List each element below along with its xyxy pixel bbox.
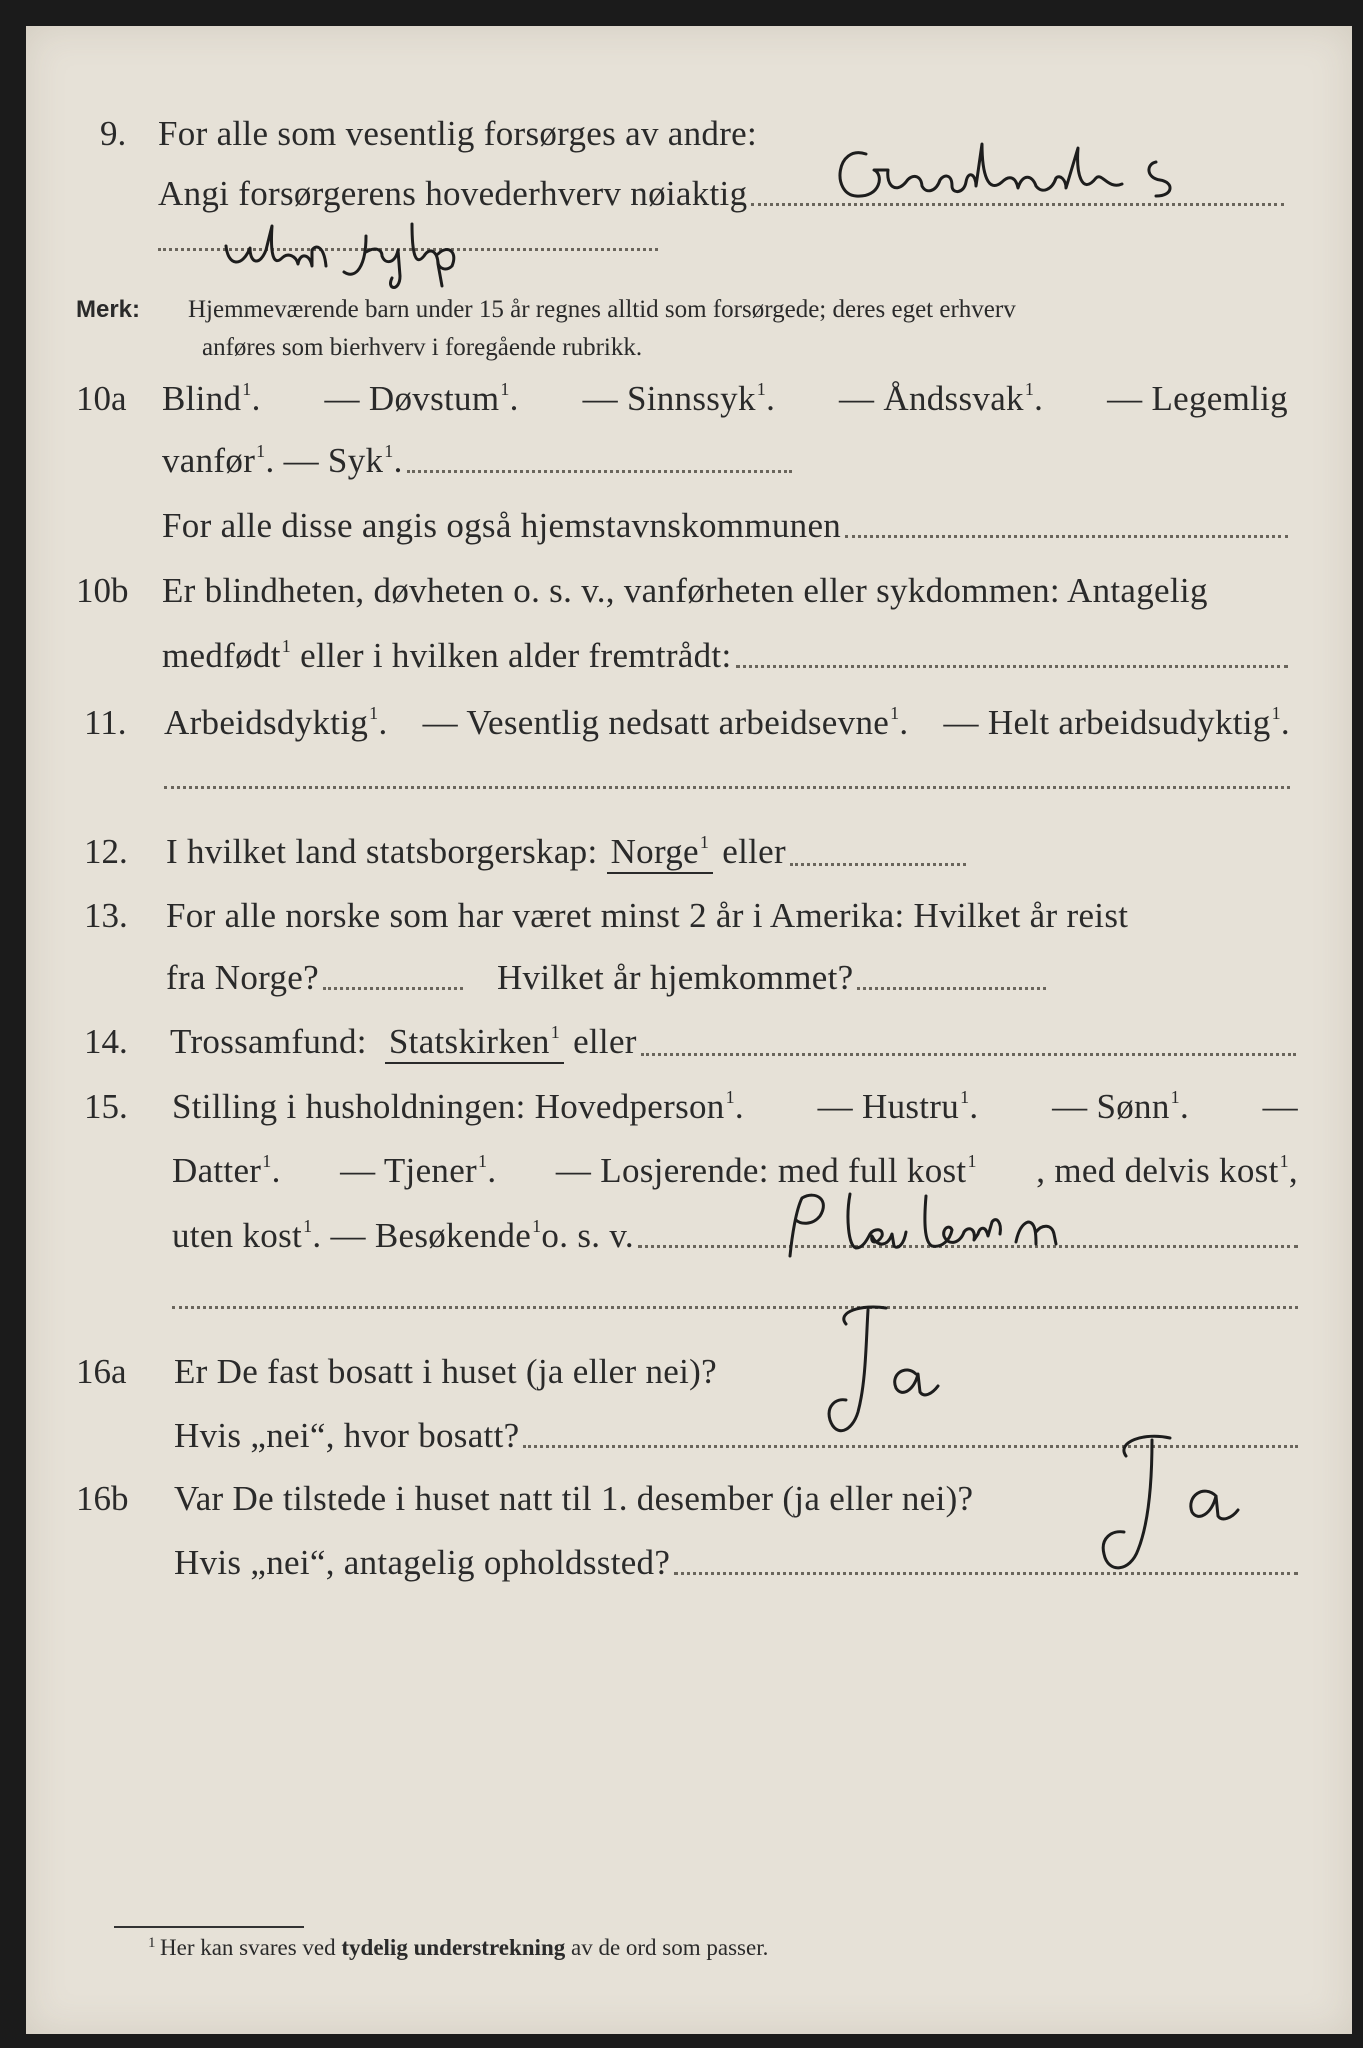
q13-line2	[166, 958, 1046, 998]
merk-line1: Hjemmeværende barn under 15 år regnes alltid som forsørgede; deres eget erhverv	[188, 296, 1016, 323]
question-number-12: 12.	[84, 832, 128, 871]
q12-line	[166, 832, 966, 874]
footnote	[148, 1935, 769, 1961]
answer-line	[674, 1572, 1298, 1575]
q13-line1: For alle norske som har været minst 2 år i Amerika: Hvilket år reist	[166, 896, 1129, 935]
q12-tail: eller	[722, 832, 786, 871]
option-dovstum: — Døvstum$^1$.	[324, 379, 519, 418]
answer-line	[857, 987, 1046, 990]
answer-line	[407, 470, 792, 473]
q11-line1	[164, 703, 1290, 743]
question-number-14: 14.	[84, 1022, 128, 1061]
q15-line2	[172, 1151, 1298, 1191]
q13-line2b: Hvilket år hjemkommet?	[496, 958, 854, 997]
q16b-line2-text: Hvis „nei“, antagelig opholdssted?	[174, 1543, 671, 1582]
q16a-line2-text: Hvis „nei“, hvor bosatt?	[174, 1416, 520, 1455]
footnote-number: 1	[148, 1935, 156, 1951]
q15-line1	[172, 1087, 1298, 1127]
q12-lead: I hvilket land statsborgerskap:	[166, 832, 598, 871]
q9-line2-text: Angi forsørgerens hovederhverv nøiaktig	[158, 174, 748, 213]
option-blind: Blind$^1$.	[162, 379, 261, 418]
answer-line	[736, 665, 1289, 668]
answer-line	[845, 535, 1288, 538]
q10a-line1	[162, 379, 1288, 419]
q10a-line2	[162, 441, 792, 481]
option-medfodt: medfødt$^1$	[162, 636, 292, 675]
option-arbeidsdyktig: Arbeidsdyktig$^1$.	[164, 703, 388, 742]
footnote-text-b: tydelig understrekning	[341, 1935, 566, 1960]
option-uten-kost: uten kost$^1$.	[172, 1216, 331, 1255]
option-delvis-kost: , med delvis kost$^1$,	[1036, 1151, 1298, 1190]
handwriting-uten-hjelp	[216, 216, 576, 296]
footnote-text-a: Her kan svares ved	[160, 1935, 342, 1960]
q15-dash: —	[1262, 1087, 1298, 1126]
option-norge-underlined: Norge$^1$	[607, 832, 714, 874]
option-udyktig: — Helt arbeidsudyktig$^1$.	[943, 703, 1290, 742]
option-vanfor: vanfør$^1$.	[162, 441, 284, 480]
option-nedsatt: — Vesentlig nedsatt arbeidsevne$^1$.	[422, 703, 909, 742]
q14-tail: eller	[573, 1022, 637, 1061]
q16b-line1: Var De tilstede i huset natt til 1. desember (ja eller nei)?	[174, 1479, 974, 1518]
handwriting-pleiebarn	[766, 1186, 1146, 1266]
question-number-11: 11.	[84, 703, 127, 742]
question-number-9: 9.	[100, 114, 127, 153]
q10a-line3-text: For alle disse angis også hjemstavnskommunen	[162, 506, 842, 545]
merk-line2: anføres som bierhverv i foregående rubrikk.	[202, 334, 643, 361]
option-sonn: — Sønn$^1$.	[1052, 1087, 1189, 1126]
option-datter: Datter$^1$.	[172, 1151, 281, 1190]
question-number-16a: 16a	[76, 1352, 127, 1391]
option-besokende: — Besøkende$^1$	[330, 1216, 542, 1255]
question-number-13: 13.	[84, 896, 128, 935]
q14-line	[170, 1022, 1296, 1064]
q9-line1: For alle som vesentlig forsørges av andre:	[158, 114, 758, 153]
q15-osv: o. s. v.	[541, 1216, 634, 1255]
option-legemlig: — Legemlig	[1107, 379, 1288, 418]
merk-note	[76, 291, 140, 329]
question-number-15: 15.	[84, 1087, 128, 1126]
footnote-rule	[114, 1926, 304, 1928]
q14-lead: Trossamfund:	[170, 1022, 367, 1061]
option-hovedperson: Stilling i husholdningen: Hovedperson$^1$.	[172, 1087, 744, 1126]
option-statskirken-underlined: Statskirken$^1$	[385, 1022, 564, 1064]
answer-line	[323, 987, 463, 990]
form-page	[26, 26, 1352, 2034]
answer-line	[172, 1306, 1298, 1309]
option-hustru: — Hustru$^1$.	[817, 1087, 979, 1126]
answer-line	[641, 1053, 1296, 1056]
q16a-line1: Er De fast bosatt i huset (ja eller nei)?	[174, 1352, 717, 1391]
handwriting-gaardbrukers	[826, 134, 1246, 224]
q10b-line1: Er blindheten, døvheten o. s. v., vanførheten eller sykdommen: Antagelig	[162, 571, 1208, 610]
q16b-line2	[174, 1543, 1298, 1583]
question-number-10a: 10a	[76, 379, 127, 418]
question-number-16b: 16b	[76, 1479, 129, 1518]
option-syk: — Syk$^1$.	[283, 441, 403, 480]
q10b-line2	[162, 636, 1288, 676]
q10a-line3	[162, 506, 1288, 546]
q13-line2a: fra Norge?	[166, 958, 319, 997]
question-number-10b: 10b	[76, 571, 129, 610]
option-andssvak: — Åndssvak$^1$.	[839, 379, 1044, 418]
option-sinnssyk: — Sinnssyk$^1$.	[582, 379, 776, 418]
option-losjerende-full-kost: — Losjerende: med full kost$^1$	[555, 1151, 977, 1190]
merk-label: Merk:	[76, 296, 141, 323]
q10b-line2-text: eller i hvilken alder fremtrådt:	[300, 636, 732, 675]
footnote-text-c: av de ord som passer.	[565, 1935, 769, 1960]
answer-line	[790, 863, 966, 866]
answer-line	[164, 786, 1290, 789]
option-tjener: — Tjener$^1$.	[340, 1151, 497, 1190]
